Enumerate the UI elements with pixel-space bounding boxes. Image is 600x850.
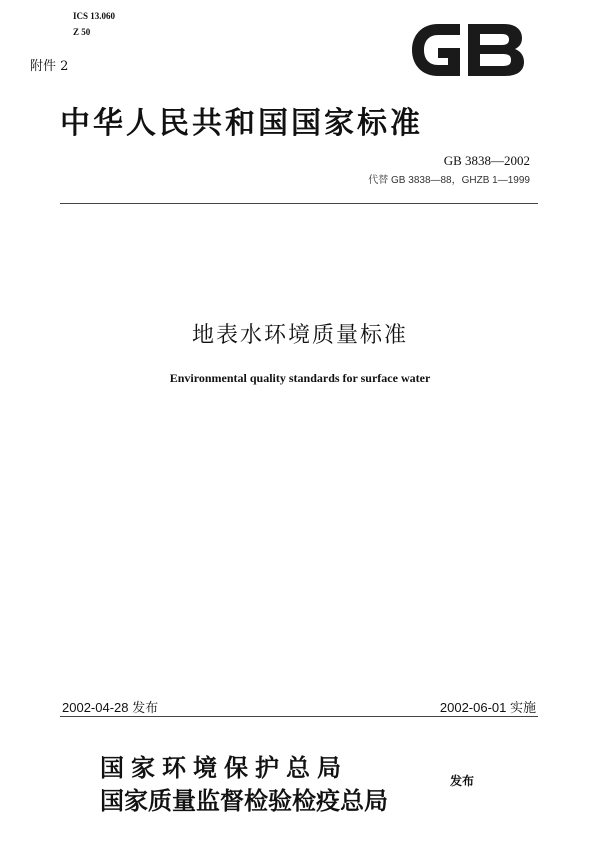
issue-date: 2002-04-28 发布: [62, 700, 159, 715]
standard-number: GB 3838—2002: [443, 153, 530, 168]
effective-date: 2002-06-01 实施: [439, 700, 536, 715]
ccs-code: Z 50: [73, 27, 91, 37]
document-title-english: Environmental quality standards for surface water: [169, 371, 431, 385]
header-divider: [60, 203, 538, 204]
footer-divider: [60, 716, 538, 717]
org-title: 中华人民共和国国家标准: [60, 106, 423, 141]
replaces-note: 代替 GB 3838—88，GHZB 1—1999: [368, 175, 530, 186]
document-title-chinese: 地表水环境质量标准: [191, 323, 408, 348]
issuer-environment-bureau: 国家环境保护总局: [100, 753, 348, 782]
ics-code: ICS 13.060: [73, 11, 116, 21]
gb-logo: [408, 18, 528, 82]
attachment-label: 附件 2: [30, 59, 69, 74]
issuer-quality-bureau: 国家质量监督检验检疫总局: [100, 786, 388, 815]
publish-label: 发布: [450, 774, 475, 788]
